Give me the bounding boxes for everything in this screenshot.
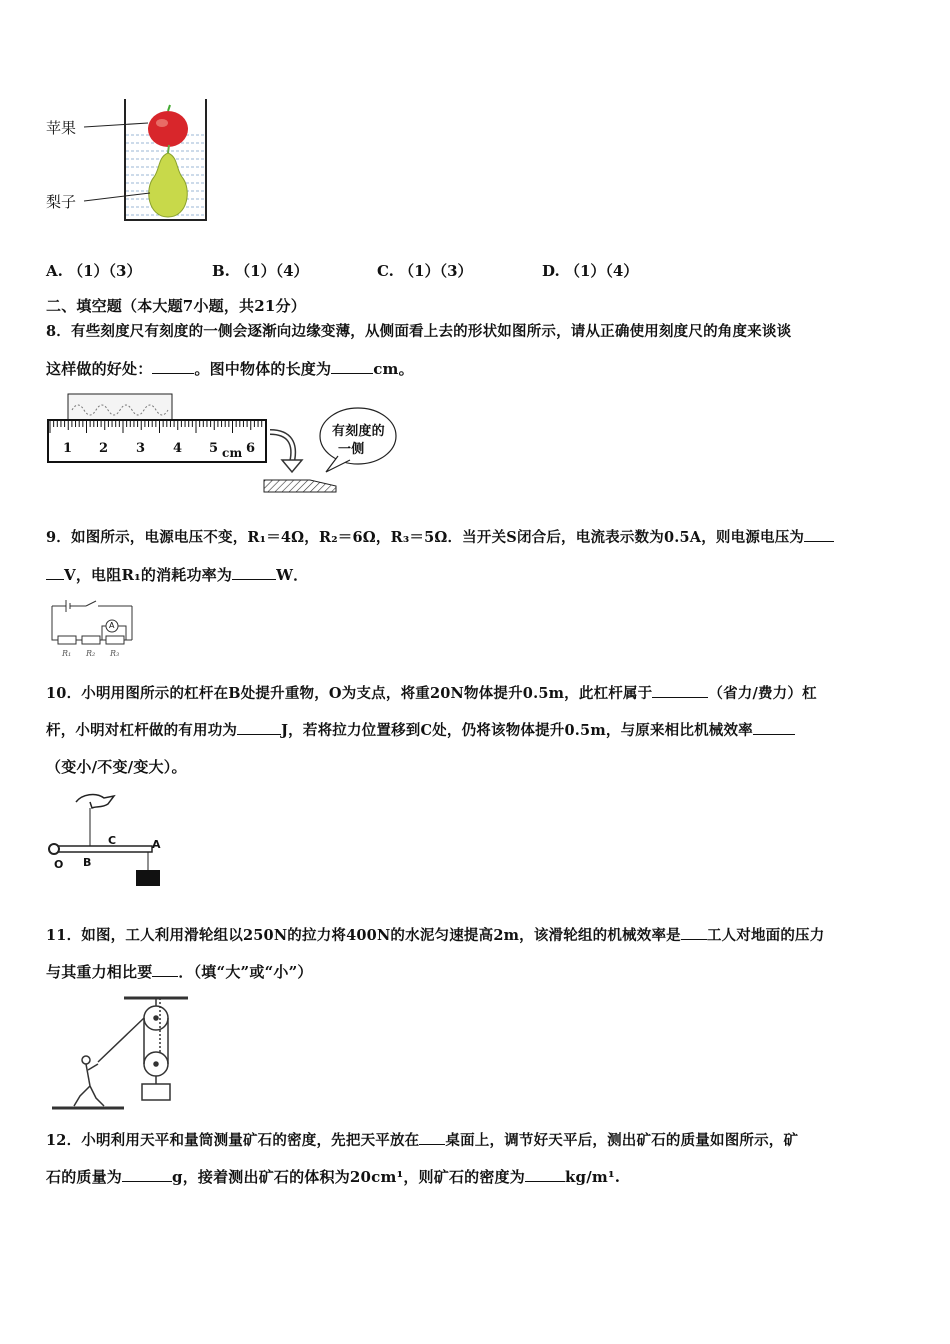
q9-line2 bbox=[46, 564, 308, 585]
pulley-diagram bbox=[48, 992, 198, 1116]
q11-text-a: 11．如图，工人利用滑轮组以250N的拉力将400N的水泥匀速提高2m，该滑轮组的机械效率是 bbox=[46, 927, 681, 944]
label-o: O bbox=[54, 858, 64, 871]
q10-line2 bbox=[46, 719, 795, 740]
pulley-figure bbox=[48, 992, 198, 1116]
label-a: A bbox=[152, 838, 161, 851]
ruler-number: 1 bbox=[63, 441, 73, 456]
option-text: （1）（3） bbox=[399, 262, 473, 280]
q8-text-a: 这样做的好处： bbox=[46, 360, 153, 378]
circuit-figure bbox=[48, 596, 148, 662]
q10-text-d: J，若将拉力位置移到C处，仍将该物体提升0.5m，与原来相比机械效率 bbox=[281, 722, 753, 739]
q8-line1: 8．有些刻度尺有刻度的一侧会逐渐向边缘变薄，从侧面看上去的形状如图所示，请从正确使用刻度尺的角度来谈谈 bbox=[46, 323, 792, 340]
bubble-text-2: 一侧 bbox=[338, 442, 365, 457]
option-text: （1）（4） bbox=[564, 262, 639, 280]
fruit-figure bbox=[40, 95, 220, 225]
q8-line2 bbox=[46, 358, 414, 379]
q9-text-c: W． bbox=[276, 566, 309, 584]
q9-blank-1a[interactable] bbox=[804, 527, 834, 542]
lever-figure bbox=[46, 788, 176, 888]
section-heading: 二、填空题（本大题7小题，共21分） bbox=[46, 297, 306, 315]
ammeter-label: A bbox=[109, 621, 115, 630]
resistor-label: R₂ bbox=[86, 649, 96, 658]
q12-text-d: g，接着测出矿石的体积为20cm¹，则矿石的密度为 bbox=[172, 1168, 525, 1186]
q12-blank-1[interactable] bbox=[419, 1130, 445, 1145]
q10-blank-1[interactable] bbox=[652, 683, 708, 698]
q12-blank-3[interactable] bbox=[525, 1167, 565, 1182]
q10-text-b: （省力/费力）杠 bbox=[708, 685, 817, 702]
option-letter: C. bbox=[377, 262, 394, 280]
q11-blank-2[interactable] bbox=[152, 962, 178, 977]
q10-line3: （变小/不变/变大）。 bbox=[46, 758, 187, 776]
ruler-number: 6 bbox=[246, 441, 256, 456]
q12-blank-2[interactable] bbox=[122, 1167, 172, 1182]
option-c bbox=[377, 260, 473, 281]
q8-text-b: 。图中物体的长度为 bbox=[194, 360, 332, 378]
option-a bbox=[46, 260, 141, 281]
q12-line1 bbox=[46, 1129, 798, 1150]
option-letter: B. bbox=[212, 262, 230, 280]
apple-shape bbox=[148, 111, 188, 147]
q9-text-a: 9．如图所示，电源电压不变，R₁＝4Ω，R₂＝6Ω，R₃＝5Ω．当开关S闭合后，电流表示数为0.5A，则电源电压为 bbox=[46, 529, 805, 546]
ruler-number: 5 bbox=[209, 441, 219, 456]
option-d bbox=[542, 260, 638, 281]
ruler-figure bbox=[46, 388, 406, 498]
option-b bbox=[212, 260, 309, 281]
ruler-number: 4 bbox=[173, 441, 183, 456]
measured-object bbox=[68, 394, 172, 420]
resistor-label: R₃ bbox=[110, 649, 120, 658]
q12-text-e: kg/m¹. bbox=[564, 1168, 621, 1186]
q11-text-b: 工人对地面的压力 bbox=[706, 927, 825, 944]
ruler-number: 2 bbox=[99, 441, 109, 456]
q11-blank-1[interactable] bbox=[681, 925, 707, 940]
q11-text-d: ．（填“大”或“小”） bbox=[178, 963, 313, 981]
resistor-label: R₁ bbox=[62, 649, 72, 658]
q9-line1 bbox=[46, 526, 834, 547]
q8-blank-2[interactable] bbox=[331, 359, 373, 374]
pear-label: 梨子 bbox=[46, 193, 77, 211]
q8-blank-1[interactable] bbox=[152, 359, 194, 374]
q11-line2 bbox=[46, 961, 313, 982]
q9-text-b: V，电阻R₁的消耗功率为 bbox=[64, 566, 233, 584]
q10-blank-3[interactable] bbox=[753, 720, 795, 735]
q10-text-c: 杆，小明对杠杆做的有用功为 bbox=[46, 722, 238, 739]
ruler-unit: cm bbox=[222, 446, 243, 460]
option-letter: D. bbox=[542, 262, 560, 280]
q12-line2 bbox=[46, 1166, 620, 1187]
q11-text-c: 与其重力相比要 bbox=[46, 963, 153, 981]
label-c: C bbox=[108, 834, 117, 847]
option-text: （1）（4） bbox=[235, 262, 309, 280]
ruler-side-profile bbox=[264, 480, 336, 492]
pear-shape bbox=[149, 153, 188, 217]
q10-blank-2[interactable] bbox=[237, 720, 281, 735]
bubble-text-1: 有刻度的 bbox=[332, 424, 385, 439]
q10-text-a: 10．小明用图所示的杠杆在B处提升重物，O为支点，将重20N物体提升0.5m，此杠杆属于 bbox=[46, 685, 653, 702]
q12-text-c: 石的质量为 bbox=[46, 1168, 123, 1186]
label-b: B bbox=[83, 856, 92, 869]
apple-label: 苹果 bbox=[46, 119, 77, 137]
q9-blank-2[interactable] bbox=[232, 565, 276, 580]
q9-blank-1b[interactable] bbox=[46, 565, 64, 580]
option-text: （1）（3） bbox=[68, 262, 142, 280]
q11-line1 bbox=[46, 924, 824, 945]
option-letter: A. bbox=[46, 262, 63, 280]
q12-text-b: 桌面上，调节好天平后，测出矿石的质量如图所示，矿 bbox=[445, 1132, 799, 1149]
q12-text-a: 12．小明利用天平和量筒测量矿石的密度，先把天平放在 bbox=[46, 1132, 420, 1149]
ruler-number: 3 bbox=[136, 441, 146, 456]
q8-text-c: cm。 bbox=[373, 360, 414, 378]
q10-line1 bbox=[46, 682, 817, 703]
